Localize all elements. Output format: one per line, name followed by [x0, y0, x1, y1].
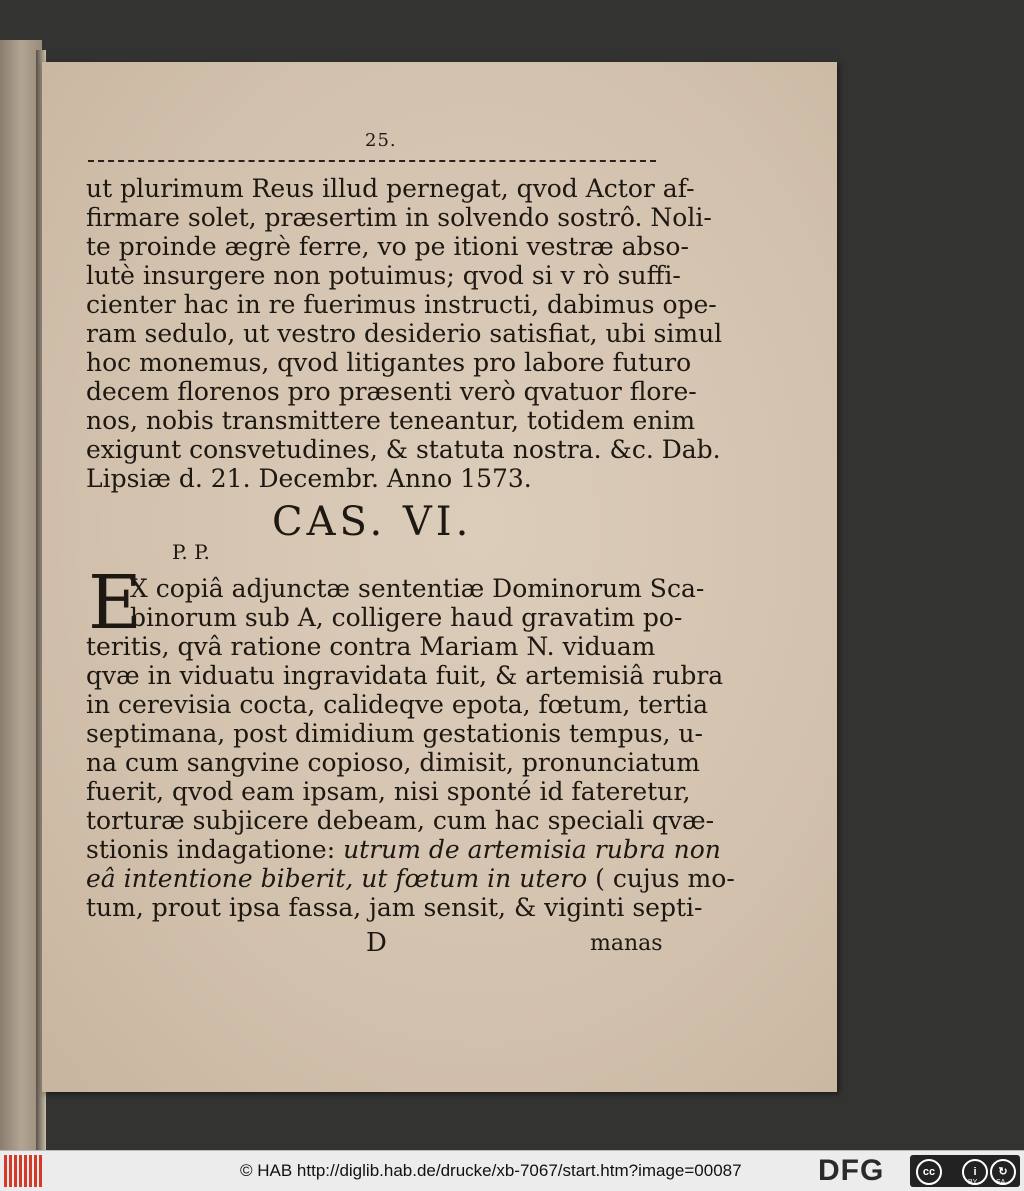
text-line: septimana, post dimidium gestationis tempus, u- — [86, 719, 703, 748]
text-line — [86, 835, 721, 865]
text-line: na cum sangvine copioso, dimisit, pronunciatum — [86, 748, 700, 777]
text-line: Lipsiæ d. 21. Decembr. Anno 1573. — [86, 464, 532, 493]
case-label: P. P. — [172, 540, 210, 564]
page-number: 25. — [365, 130, 397, 151]
cc-license-icon[interactable] — [910, 1155, 1020, 1187]
cc-by-icon: i — [962, 1159, 988, 1185]
catchword: manas — [590, 931, 663, 956]
source-link[interactable]: © HAB http://diglib.hab.de/drucke/xb-7067/start.htm?image=00087 — [240, 1161, 742, 1180]
text-line: decem florenos pro præsenti verò qvatuor flore- — [86, 377, 697, 406]
text-line: teritis, qvâ ratione contra Mariam N. viduam — [86, 632, 656, 661]
text-span: stionis indagatione: — [86, 835, 336, 864]
case-title: CAS. VI. — [272, 499, 473, 545]
text-line — [86, 864, 735, 894]
italic-span: utrum de artemisia rubra non — [343, 835, 721, 864]
text-line: X copiâ adjunctæ sententiæ Dominorum Sca- — [130, 574, 705, 603]
dfg-logo[interactable]: DFG — [818, 1154, 885, 1187]
text-line: qvæ in viduatu ingravidata fuit, & artemisiâ rubra — [86, 661, 724, 690]
text-line: firmare solet, præsertim in solvendo sostrô. Noli- — [86, 203, 712, 232]
footer-bar — [0, 1150, 1024, 1191]
text-line: nos, nobis transmittere teneantur, totidem enim — [86, 406, 696, 435]
cc-by-label: BY — [968, 1179, 978, 1186]
hab-logo-icon — [4, 1155, 46, 1187]
text-line: ram sedulo, ut vestro desiderio satisfiat, ubi simul — [86, 319, 723, 348]
cc-icon: cc — [916, 1159, 942, 1185]
text-line: torturæ subjicere debeam, cum hac speciali qvæ- — [86, 806, 715, 835]
text-line: hoc monemus, qvod litigantes pro labore futuro — [86, 348, 692, 377]
text-line: binorum sub A, colligere haud gravatim po- — [130, 603, 683, 632]
text-line: te proinde ægrè ferre, vo pe itioni vestræ abso- — [86, 232, 689, 261]
text-line: cienter hac in re fuerimus instructi, dabimus ope- — [86, 290, 717, 319]
text-line: in cerevisia cocta, calideqve epota, fœtum, tertia — [86, 690, 708, 719]
text-line: lutè insurgere non potuimus; qvod si v rò suffi- — [86, 261, 681, 290]
text-line: exigunt consvetudines, & statuta nostra. &c. Dab. — [86, 435, 721, 464]
text-line: tum, prout ipsa fassa, jam sensit, & viginti septi- — [86, 893, 703, 922]
text-line: fuerit, qvod eam ipsam, nisi sponté id fateretur, — [86, 777, 691, 806]
header-rule — [88, 160, 656, 162]
text-line: ut plurimum Reus illud pernegat, qvod Actor af- — [86, 174, 695, 203]
cc-sa-icon: ↻ — [990, 1159, 1016, 1185]
text-span: ( cujus mo- — [595, 864, 735, 893]
cc-sa-label: SA — [996, 1179, 1006, 1186]
italic-span: eâ intentione biberit, ut fœtum in utero — [86, 864, 588, 893]
signature-mark: D — [366, 928, 387, 958]
drop-cap: E — [88, 560, 143, 646]
